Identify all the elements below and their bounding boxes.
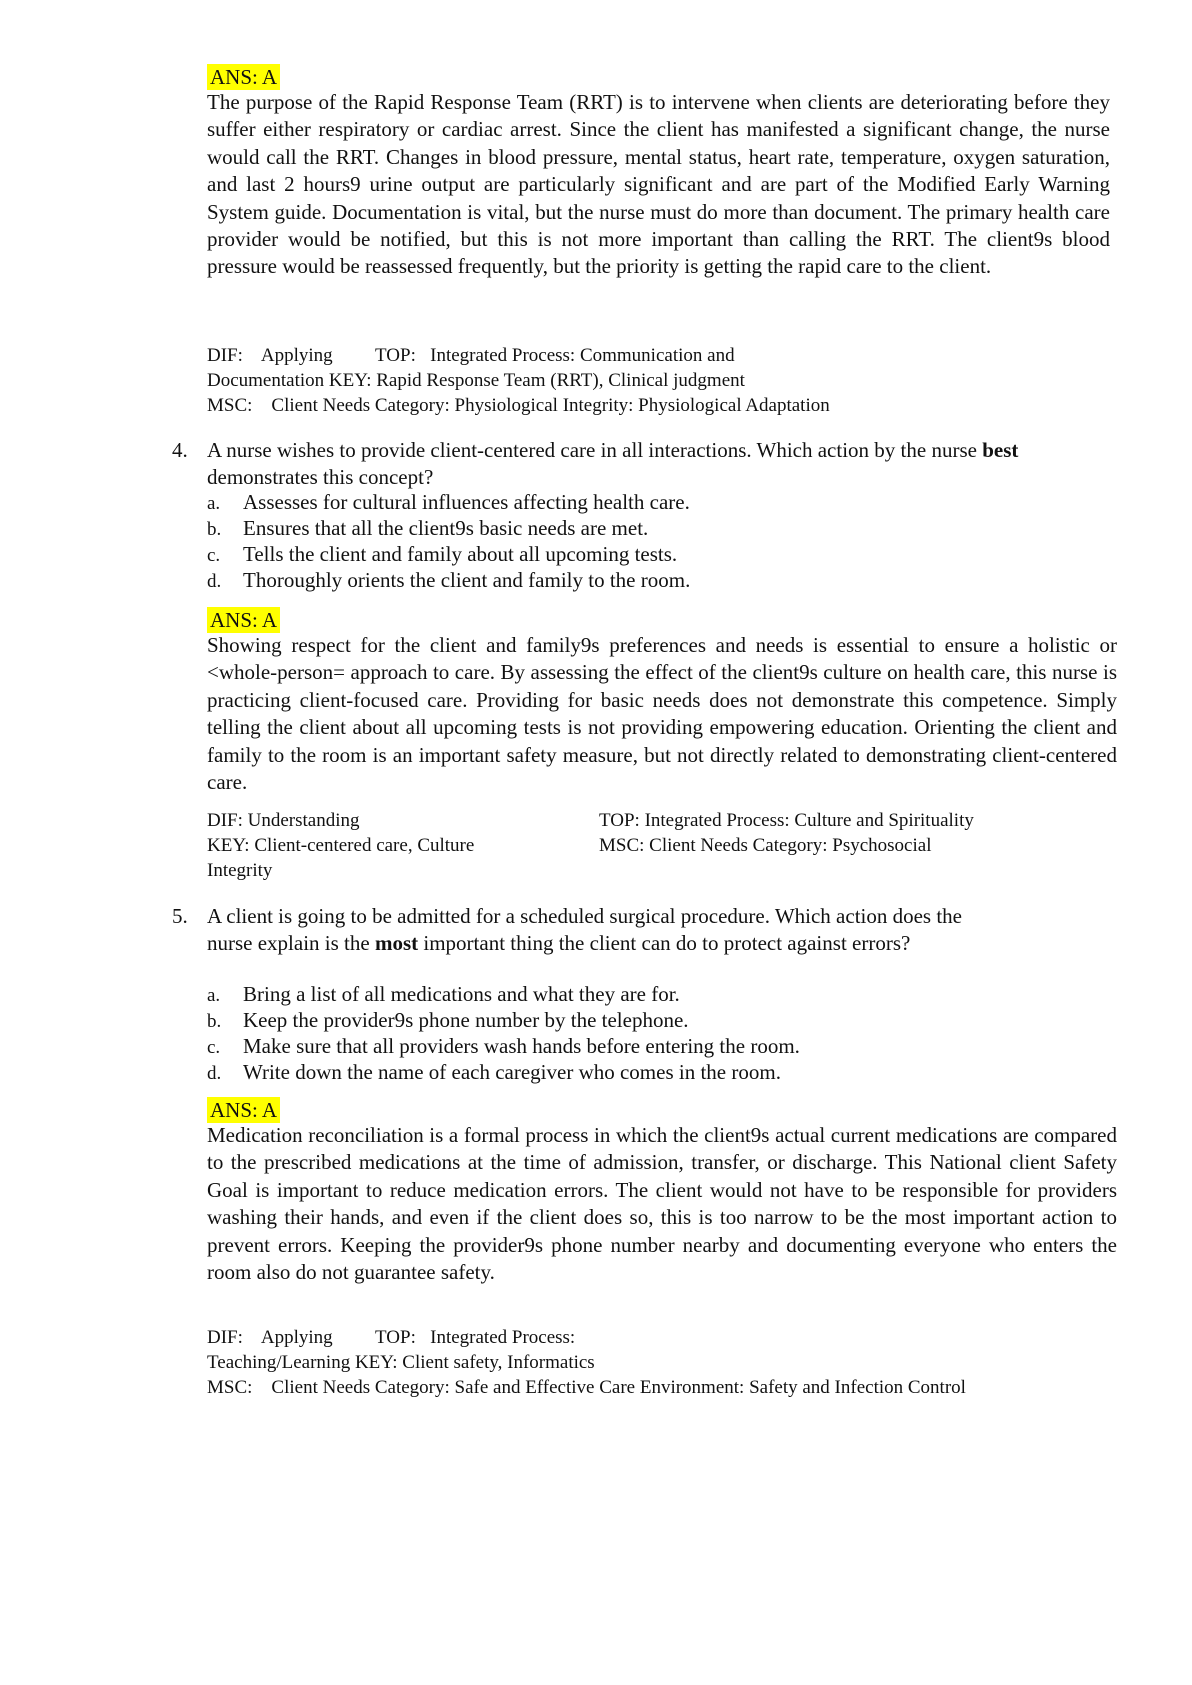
option-c	[207, 541, 677, 569]
answer-highlight: ANS: A	[207, 64, 280, 90]
question-metadata	[207, 343, 1117, 418]
option-text: Ensures that all the client9s basic needs are met.	[243, 516, 649, 540]
option-text: Bring a list of all medications and what they are for.	[243, 982, 680, 1006]
meta-msc: MSC: Client Needs Category: Safe and Effective Care Environment: Safety and Infection Control	[207, 1377, 966, 1398]
option-text: Thoroughly orients the client and family to the room.	[243, 568, 691, 592]
stem-emphasis: best	[982, 438, 1019, 462]
meta-key-continued: Integrity	[207, 860, 273, 881]
meta-top: TOP: Integrated Process: Culture and Spirituality	[599, 810, 974, 831]
option-letter: a.	[207, 493, 221, 514]
meta-dif: DIF: Understanding	[207, 810, 360, 831]
rationale-paragraph: The purpose of the Rapid Response Team (RRT) is to intervene when clients are deteriorating before they suffer either respiratory or cardiac arrest. Since the client has manifested a significant change, the nurse would call the RRT. Changes in blood pressure, mental status, heart rate, temperature, oxygen saturation, and last 2 hours9 urine output are particularly significant and are part of the Modified Early Warning System guide. Documentation is vital, but the nurse must do more than document. The primary health care provider would be notified, but this is not more important than calling the RRT. The client9s blood pressure would be reassessed frequently, but the priority is getting the rapid care to the client.	[207, 90, 1110, 279]
meta-dif-top: DIF: Applying TOP: Integrated Process:	[207, 1327, 576, 1348]
option-letter: d.	[207, 1063, 222, 1084]
option-text: Tells the client and family about all upcoming tests.	[243, 542, 678, 566]
answer-highlight: ANS: A	[207, 1097, 280, 1123]
question-number: 5.	[172, 904, 188, 928]
question-5	[172, 903, 1117, 987]
question-metadata	[207, 808, 1117, 888]
option-text: Assesses for cultural influences affecting health care.	[243, 490, 690, 514]
meta-key: Documentation KEY: Rapid Response Team (RRT), Clinical judgment	[207, 370, 745, 391]
question-number: 4.	[172, 438, 188, 462]
option-letter: c.	[207, 1037, 221, 1058]
option-a	[207, 981, 680, 1009]
option-text: Write down the name of each caregiver who comes in the room.	[243, 1060, 781, 1084]
option-b	[207, 1007, 689, 1035]
option-d	[207, 1059, 781, 1087]
option-a	[207, 489, 690, 517]
question-4	[172, 437, 1117, 497]
question-stem	[207, 903, 997, 958]
meta-msc: MSC: Client Needs Category: Psychosocial	[599, 835, 932, 856]
answer-label	[207, 607, 1117, 633]
meta-key: KEY: Client-centered care, Culture	[207, 835, 475, 856]
option-letter: b.	[207, 519, 222, 540]
answer-label	[207, 64, 1117, 90]
option-letter: a.	[207, 985, 221, 1006]
option-text: Keep the provider9s phone number by the telephone.	[243, 1008, 689, 1032]
rationale-paragraph: Medication reconciliation is a formal process in which the client9s actual current medications are compared to the prescribed medications at the time of admission, transfer, or discharge. This National client Safety Goal is important to reduce medication errors. The client would not have to be responsible for providers washing their hands, and even if the client does so, this is too narrow to be the most important action to prevent errors. Keeping the provider9s phone number nearby and documenting everyone who enters the room also do not guarantee safety.	[207, 1123, 1117, 1285]
option-letter: d.	[207, 571, 222, 592]
question-stem	[207, 437, 1112, 492]
stem-text-end: important thing the client can do to protect against errors?	[418, 931, 911, 956]
meta-msc: MSC: Client Needs Category: Physiological Integrity: Physiological Adaptation	[207, 395, 830, 416]
stem-text: A nurse wishes to provide client-centered care in all interactions. Which action by the nurse	[207, 438, 977, 462]
option-b	[207, 515, 648, 543]
question-metadata	[207, 1325, 1117, 1400]
option-letter: b.	[207, 1011, 222, 1032]
answer-label	[207, 1097, 1117, 1123]
option-text: Make sure that all providers wash hands before entering the room.	[243, 1034, 800, 1058]
stem-text-end: demonstrates this concept?	[207, 465, 434, 490]
option-letter: c.	[207, 545, 221, 566]
answer-highlight: ANS: A	[207, 607, 280, 633]
rationale-paragraph: Showing respect for the client and family9s preferences and needs is essential to ensure a holistic or <whole-person= approach to care. By assessing the effect of the client9s culture on health care, this nurse is practicing client-focused care. Providing for basic needs does not demonstrate this competence. Simply telling the client about all upcoming tests is not providing empowering education. Orienting the client and family to the room is an important safety measure, but not directly related to demonstrating client-centered care.	[207, 633, 1117, 795]
option-d	[207, 567, 690, 595]
meta-key: Teaching/Learning KEY: Client safety, Informatics	[207, 1352, 595, 1373]
option-c	[207, 1033, 800, 1061]
stem-text: A client is going to be admitted for a scheduled surgical procedure. Which action does the nurse explain is the	[207, 904, 963, 956]
stem-emphasis: most	[374, 931, 419, 956]
meta-dif-top: DIF: Applying TOP: Integrated Process: Communication and	[207, 345, 735, 366]
